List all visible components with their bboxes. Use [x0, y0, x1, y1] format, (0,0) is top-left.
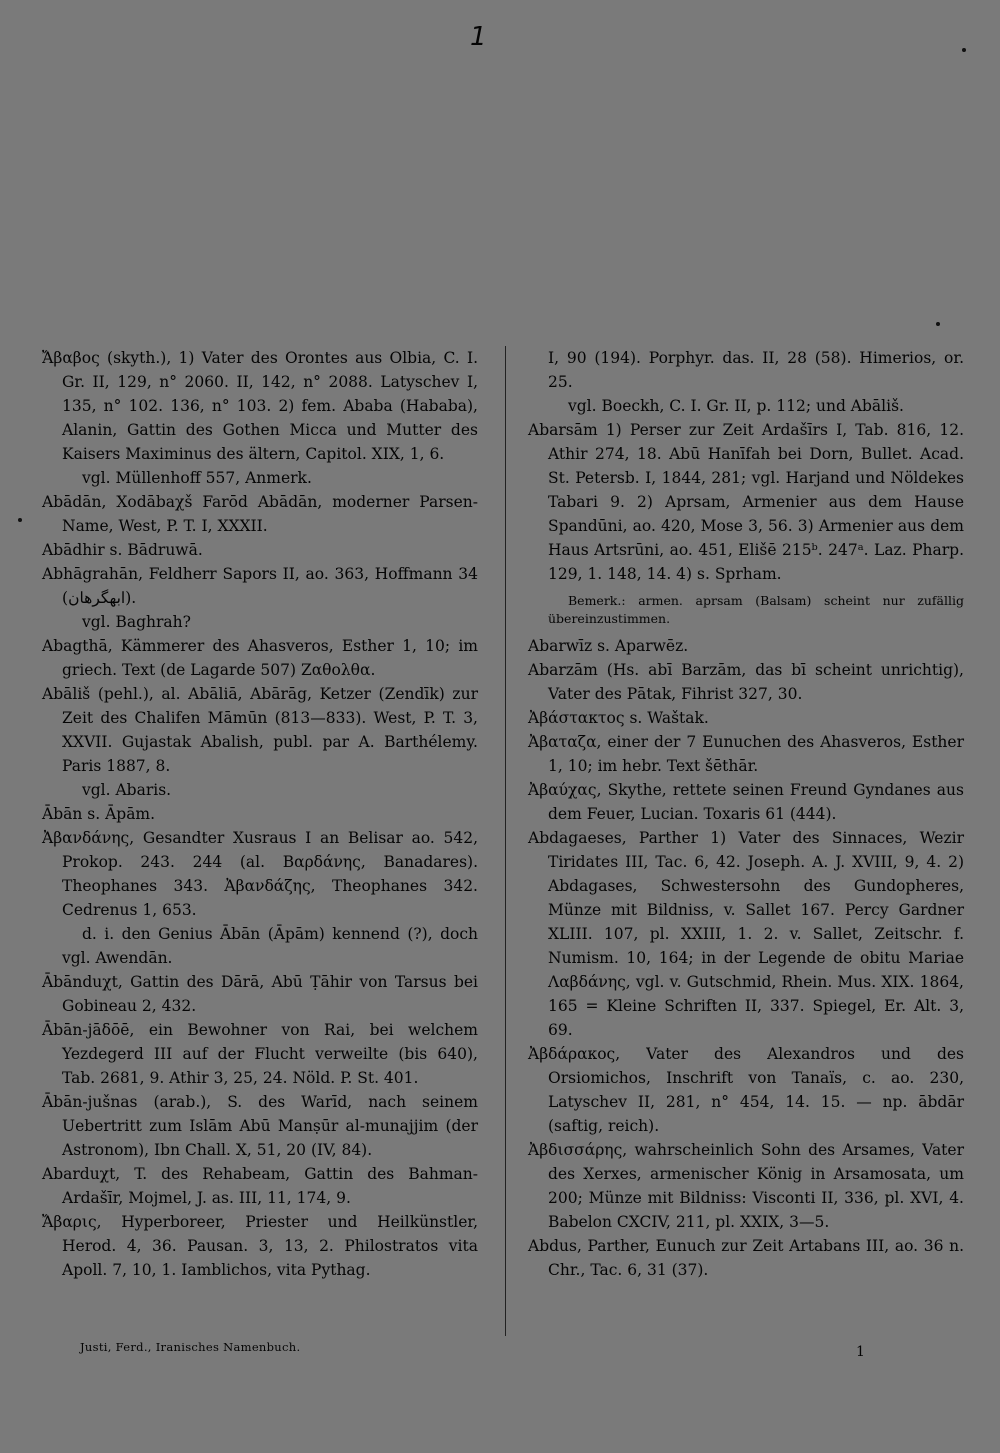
dictionary-entry: Ābānduχt, Gattin des Dārā, Abū Ṭāhir von Tarsus bei Gobineau 2, 432. — [42, 973, 478, 1015]
dictionary-entry: Ἀβαύχας, Skythe, rettete seinen Freund Gyndanes aus dem Feuer, Lucian. Toxaris 61 (444). — [528, 781, 964, 823]
cross-reference: vgl. Müllenhoff 557, Anmerk. — [82, 469, 312, 487]
dictionary-entry: Ἀβδάρακος, Vater des Alexandros und des Orsiomichos, Inschrift von Tanaïs, c. ao. 230, Latyschev II, 281, n° 454, 14. 15. — np. ābdār (saftig, reich). — [528, 1045, 964, 1135]
cross-reference: d. i. den Genius Ābān (Āpām) kennend (?), doch vgl. Awendān. — [62, 925, 478, 967]
right-column — [528, 346, 964, 1282]
dictionary-entry: Ἀβάστακτος s. Waštak. — [528, 709, 709, 727]
dictionary-entry: Abarduχt, T. des Rehabeam, Gattin des Bahman-Ardašīr, Mojmel, J. as. III, 11, 174, 9. — [42, 1165, 478, 1207]
dictionary-entry: Abdus, Parther, Eunuch zur Zeit Artabans III, ao. 36 n. Chr., Tac. 6, 31 (37). — [528, 1237, 964, 1279]
cross-reference: vgl. Baghrah? — [82, 613, 191, 631]
page-number: 1 — [856, 1344, 865, 1360]
dictionary-entry: Abdagaeses, Parther 1) Vater des Sinnaces, Wezir Tiridates III, Tac. 6, 42. Joseph. A. J. XVIII, 9, 4. 2) Abdagases, Schwestersohn des Gundopheres, Münze mit Bildniss, v. Sallet 167. Percy Gardner XLIII. 107, pl. XXIII, 1. 2. v. Sallet, Zeitschr. f. Numism. 10, 164; in der Legende de obitu Mariae Λαβδάνης, vgl. v. Gutschmid, Rhein. Mus. XIX. 1864, 165 = Kleine Schriften II, 337. Spiegel, Er. Alt. 3, 69. — [528, 829, 964, 1039]
dictionary-entry: Abarzām (Hs. abī Barzām, das bī scheint unrichtig), Vater des Pātak, Fihrist 327, 30. — [528, 661, 964, 703]
footer-citation: Justi, Ferd., Iranisches Namenbuch. — [80, 1340, 301, 1354]
dictionary-entry: Abādhir s. Bādruwā. — [42, 541, 203, 559]
dictionary-entry: Abarwīz s. Aparwēz. — [528, 637, 689, 655]
dictionary-entry: Abhāgrahān, Feldherr Sapors II, ao. 363, Hoffmann 34 (ابهگرهان). — [42, 565, 478, 607]
dictionary-entry: Abagthā, Kämmerer des Ahasveros, Esther 1, 10; im griech. Text (de Lagarde 507) Ζαθολθα. — [42, 637, 478, 679]
column-divider — [505, 346, 506, 1336]
dictionary-entry: Ābān-jāδōē, ein Bewohner von Rai, bei welchem Yezdegerd III auf der Flucht verweilte (bis 640), Tab. 2681, 9. Athir 3, 25, 24. Nöld. P. St. 401. — [42, 1021, 478, 1087]
dictionary-entry: Ἀβδισσάρης, wahrscheinlich Sohn des Arsames, Vater des Xerxes, armenischer König in Arsamosata, um 200; Münze mit Bildniss: Visconti II, 336, pl. XVI, 4. Babelon CXCIV, 211, pl. XXIX, 3—5. — [528, 1141, 964, 1231]
dictionary-entry: Ἀβαταζα, einer der 7 Eunuchen des Ahasveros, Esther 1, 10; im hebr. Text šēthār. — [528, 733, 964, 775]
left-column — [42, 346, 478, 1282]
dictionary-entry: Ἀβανδάνης, Gesandter Xusraus I an Belisar ao. 542, Prokop. 243. 244 (al. Βαρδάνης, Banadares). Theophanes 343. Ἀβανδάζης, Theophanes 342. Cedrenus 1, 653. — [42, 829, 478, 919]
dictionary-entry: Abāliš (pehl.), al. Abāliā, Abārāg, Ketzer (Zendīk) zur Zeit des Chalifen Māmūn (813—833). West, P. T. 3, XXVII. Gujastak Abalish, publ. par A. Barthélemy. Paris 1887, 8. — [42, 685, 478, 775]
dictionary-entry: Abarsām 1) Perser zur Zeit Ardašīrs I, Tab. 816, 12. Athir 274, 18. Abū Hanīfah bei Dorn, Bullet. Acad. St. Petersb. I, 1844, 281; vgl. Harjand und Nöldekes Tabari 9. 2) Aprsam, Armenier aus dem Hause Spandūni, ao. 420, Mose 3, 56. 3) Armenier aus dem Haus Artsrūni, ao. 451, Elišē 215ᵇ. 247ᵃ. Laz. Pharp. 129, 1. 148, 14. 4) s. Sprham. — [528, 421, 964, 583]
page-mark: 1 — [470, 22, 487, 52]
dictionary-entry: Abādān, Xodābaχš Farōd Abādān, moderner Parsen-Name, West, P. T. I, XXXII. — [42, 493, 478, 535]
dictionary-entry: Ābān s. Āpām. — [42, 805, 156, 823]
dictionary-entry: Ἄβαρις, Hyperboreer, Priester und Heilkünstler, Herod. 4, 36. Pausan. 3, 13, 2. Philostratos vita Apoll. 7, 10, 1. Iamblichos, vita Pythag. — [42, 1213, 478, 1279]
dictionary-entry: I, 90 (194). Porphyr. das. II, 28 (58). Himerios, or. 25. — [548, 349, 964, 391]
cross-reference: vgl. Boeckh, C. I. Gr. II, p. 112; und Abāliš. — [568, 397, 904, 415]
cross-reference: vgl. Abaris. — [82, 781, 172, 799]
remark-note: Bemerk.: armen. aprsam (Balsam) scheint nur zufällig übereinzustimmen. — [548, 593, 964, 626]
dictionary-entry: Ābān-jušnas (arab.), S. des Warīd, nach seinem Uebertritt zum Islām Abū Manṣūr al-munajjim (der Astronom), Ibn Chall. X, 51, 20 (IV, 84). — [42, 1093, 478, 1159]
dictionary-entry: Ἄβαβος (skyth.), 1) Vater des Orontes aus Olbia, C. I. Gr. II, 129, n° 2060. II, 142, n° 2088. Latyschev I, 135, n° 102. 136, n° 103. 2) fem. Ababa (Hababa), Alanin, Gattin des Gothen Micca und Mutter des Kaisers Maximinus des ältern, Capitol. XIX, 1, 6. — [42, 349, 478, 463]
speck-dot — [936, 322, 940, 326]
speck-dot — [962, 48, 966, 52]
speck-dot — [18, 518, 22, 522]
